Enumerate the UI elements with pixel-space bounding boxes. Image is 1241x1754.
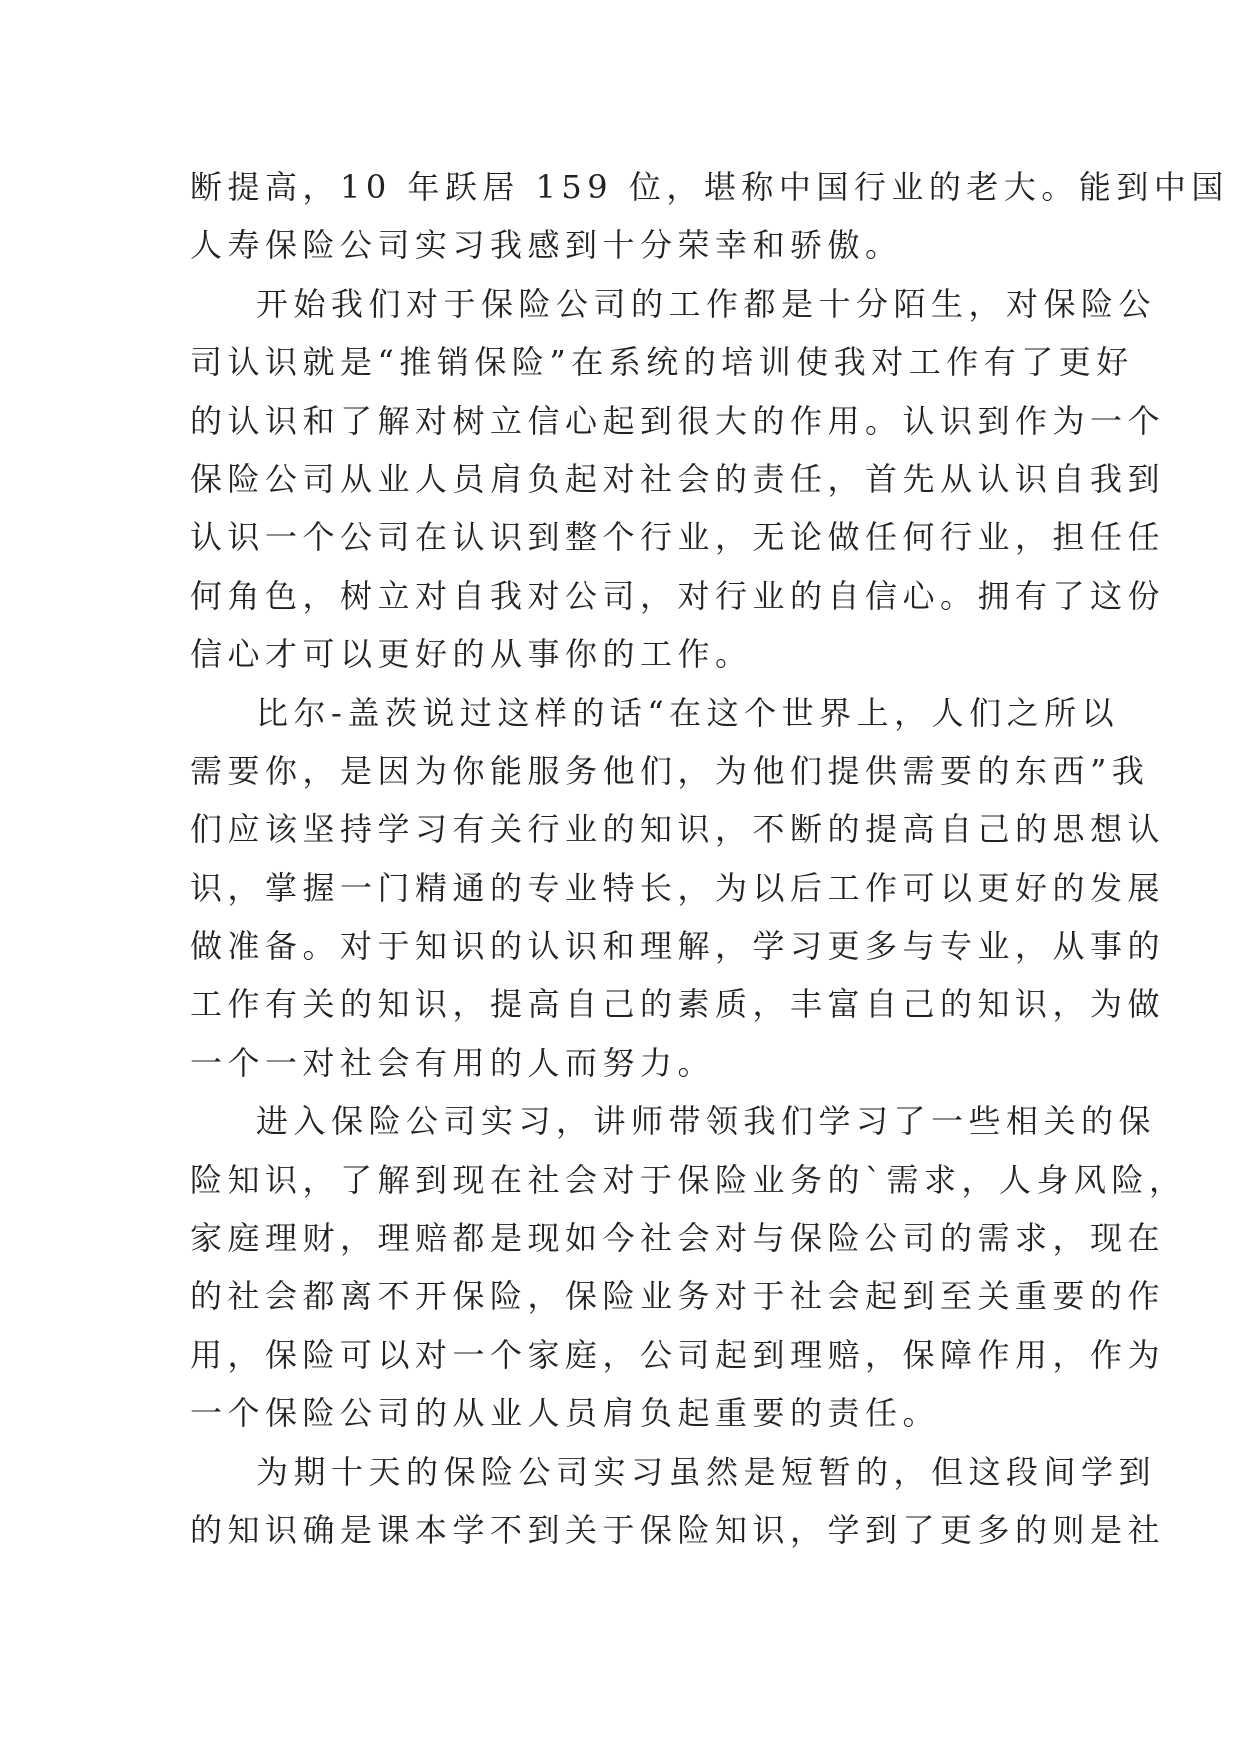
text-line: 为期十天的保险公司实习虽然是短暂的，但这段间学到 <box>256 1452 1157 1491</box>
text-line: 工作有关的知识，提高自己的素质，丰富自己的知识，为做 <box>190 985 1166 1024</box>
text-line: 比尔-盖茨说过这样的话“在这个世界上，人们之所以 <box>256 693 1120 732</box>
text-line: 做准备。对于知识的认识和理解，学习更多与专业，从事的 <box>190 927 1166 966</box>
text-line: 人寿保险公司实习我感到十分荣幸和骄傲。 <box>190 226 903 265</box>
text-line: 家庭理财，理赔都是现如今社会对与保险公司的需求，现在 <box>190 1219 1166 1258</box>
text-line: 识，掌握一门精通的专业特长，为以后工作可以更好的发展 <box>190 868 1166 907</box>
text-line: 开始我们对于保险公司的工作都是十分陌生，对保险公 <box>256 284 1157 323</box>
text-line: 的认识和了解对树立信心起到很大的作用。认识到作为一个 <box>190 401 1166 440</box>
text-line: 一个保险公司的从业人员肩负起重要的责任。 <box>190 1394 941 1433</box>
text-line: 险知识，了解到现在社会对于保险业务的`需求，人身风险， <box>190 1160 1187 1199</box>
document-body <box>190 158 1229 1559</box>
text-line: 需要你，是因为你能服务他们，为他们提供需要的东西”我 <box>190 751 1150 790</box>
text-line: 一个一对社会有用的人而努力。 <box>190 1043 716 1082</box>
text-line: 何角色，树立对自我对公司，对行业的自信心。拥有了这份 <box>190 576 1166 615</box>
text-line: 用，保险可以对一个家庭，公司起到理赔，保障作用，作为 <box>190 1335 1166 1374</box>
text-line: 断提高，10 年跃居 159 位，堪称中国行业的老大。能到中国 <box>190 168 1229 206</box>
text-line: 的知识确是课本学不到关于保险知识，学到了更多的则是社 <box>190 1510 1166 1549</box>
text-line: 的社会都离不开保险，保险业务对于社会起到至关重要的作 <box>190 1277 1166 1316</box>
text-line: 们应该坚持学习有关行业的知识，不断的提高自己的思想认 <box>190 810 1166 849</box>
text-line: 保险公司从业人员肩负起对社会的责任，首先从认识自我到 <box>190 459 1166 498</box>
text-line: 信心才可以更好的从事你的工作。 <box>190 635 753 674</box>
text-line: 认识一个公司在认识到整个行业，无论做任何行业，担任任 <box>190 518 1166 557</box>
text-line: 司认识就是“推销保险”在系统的培训使我对工作有了更好 <box>190 343 1134 382</box>
text-line: 进入保险公司实习，讲师带领我们学习了一些相关的保 <box>256 1102 1157 1141</box>
